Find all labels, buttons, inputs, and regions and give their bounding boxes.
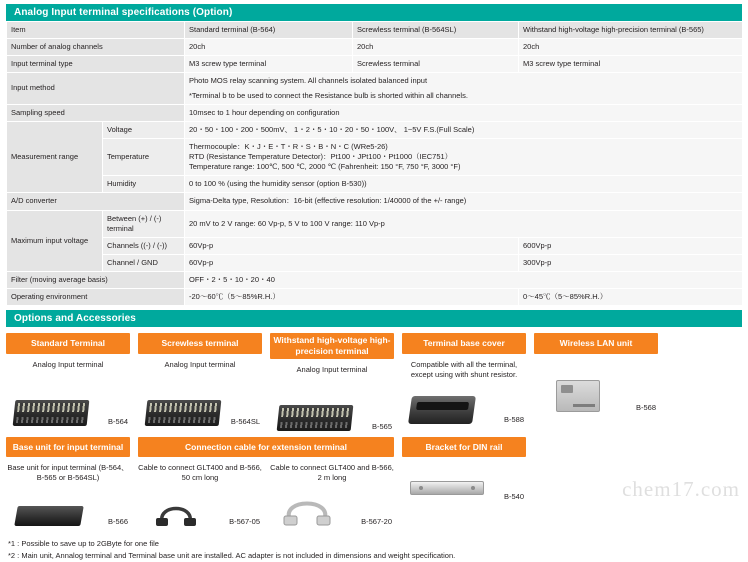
option-art-standard-terminal <box>6 374 130 428</box>
option-art-screwless-terminal <box>138 374 262 428</box>
din-rail-bracket-icon <box>410 481 484 495</box>
row-label-terminal-type: Input terminal type <box>7 56 185 73</box>
options-row-1 <box>6 333 742 432</box>
option-title-terminal-base-cover: Terminal base cover <box>402 333 526 354</box>
cell-humidity-range: 0 to 100 % (using the humidity sensor (option B-530)) <box>185 176 743 193</box>
option-subtitle-cable-50cm: Cable to connect GLT400 and B-566, 50 cm long <box>138 463 262 483</box>
terminal-cover-icon <box>410 396 474 424</box>
table-row <box>7 73 743 104</box>
cell-temperature-range <box>185 138 743 175</box>
table-row <box>7 138 743 175</box>
col-header-standard: Standard terminal (B-564) <box>185 22 353 39</box>
option-art-din-bracket <box>402 463 526 503</box>
option-code-screwless-terminal: B-564SL <box>230 417 260 426</box>
row-label-measurement-range: Measurement range <box>7 121 103 193</box>
options-accessories-header: Options and Accessories <box>6 310 742 327</box>
cable-short-svg <box>152 492 200 526</box>
option-art-terminal-base-cover <box>402 384 526 426</box>
option-code-din-bracket: B-540 <box>503 492 524 502</box>
wireless-lan-unit-icon <box>556 380 600 412</box>
cell-input-method <box>185 73 743 104</box>
option-title-base-unit: Base unit for input terminal <box>6 437 130 458</box>
table-row <box>7 254 743 271</box>
cell-between-terminals: 20 mV to 2 V range: 60 Vp-p, 5 V to 100 V range: 110 Vp-p <box>185 210 743 237</box>
connection-cable-variant-50cm <box>138 457 262 527</box>
table-row <box>7 289 743 306</box>
terminal-block-icon <box>146 400 220 426</box>
base-unit-icon <box>16 506 82 526</box>
row-label-temperature: Temperature <box>103 138 185 175</box>
row-label-voltage: Voltage <box>103 121 185 138</box>
option-title-hv-terminal: Withstand high-voltage high-precision terminal <box>270 333 394 358</box>
cell-channels-hv: 20ch <box>519 39 743 56</box>
analog-input-spec-table <box>6 21 743 306</box>
table-row <box>7 237 743 254</box>
row-label-ad-converter: A/D converter <box>7 193 185 210</box>
option-card-screwless-terminal <box>138 333 262 432</box>
terminal-block-icon <box>14 400 88 426</box>
table-row <box>7 121 743 138</box>
option-card-base-unit <box>6 437 130 528</box>
cell-voltage-range: 20・50・100・200・500mV、 1・2・5・10・20・50・100V、 1~5V F.S.(Full Scale) <box>185 121 743 138</box>
cell-channel-gnd-std: 60Vp-p <box>185 254 519 271</box>
cable-short-icon <box>152 492 200 528</box>
option-subtitle-standard-terminal: Analog Input terminal <box>32 359 104 369</box>
col-header-hv: Withstand high-voltage high-precision terminal (B-565) <box>519 22 743 39</box>
option-card-hv-terminal <box>270 333 394 432</box>
cell-terminal-type-screwless: Screwless terminal <box>353 56 519 73</box>
cell-operating-env-hv: 0～45℃（5～85%R.H.） <box>519 289 743 306</box>
row-label-channels: Number of analog channels <box>7 39 185 56</box>
footnote-1: *1 : Possible to save up to 2GByte for one file <box>8 538 159 548</box>
temperature-line1: Thermocouple：K・J・E・T・R・S・B・N・C (WRe5-26) <box>189 141 388 151</box>
cell-sampling-speed: 10msec to 1 hour depending on configuration <box>185 104 743 121</box>
table-row <box>7 104 743 121</box>
option-subtitle-screwless-terminal: Analog Input terminal <box>164 359 236 369</box>
cable-long-svg <box>278 492 336 526</box>
option-subtitle-terminal-base-cover: Compatible with all the terminal, except using with shunt resistor. <box>410 359 518 379</box>
footnotes <box>8 538 742 562</box>
table-row <box>7 56 743 73</box>
option-card-din-bracket <box>402 437 526 528</box>
cell-ad-converter: Sigma-Delta type, Resolution：16-bit (effective resolution: 1/40000 of the +/- range) <box>185 193 743 210</box>
cell-filter: OFF・2・5・10・20・40 <box>185 272 743 289</box>
cell-channels-minus-hv: 600Vp-p <box>519 237 743 254</box>
option-title-din-bracket: Bracket for DIN rail <box>402 437 526 458</box>
cell-terminal-type-hv: M3 screw type terminal <box>519 56 743 73</box>
temperature-line2: RTD (Resistance Temperature Detector)：Pt100・JPt100・Pt1000（IEC751） <box>189 152 453 161</box>
row-label-operating-environment: Operating environment <box>7 289 185 306</box>
cell-channels-minus-std: 60Vp-p <box>185 237 519 254</box>
option-subtitle-cable-2m: Cable to connect GLT400 and B-566, 2 m long <box>270 463 394 483</box>
datasheet-page <box>0 4 748 560</box>
option-code-terminal-base-cover: B-588 <box>503 415 524 425</box>
row-label-channels-minus: Channels ((-) / (-)) <box>103 237 185 254</box>
connection-cable-variant-2m <box>270 457 394 527</box>
cell-operating-env-std: -20～60℃（5～85%R.H.） <box>185 289 519 306</box>
temperature-line3: Temperature range: 100℃, 500 ℃, 2000 ℃ (Fahrenheit: 150 °F, 750 °F, 3000 °F) <box>189 162 461 172</box>
footnote-2: *2 : Main unit, Annalog terminal and Terminal base unit are installed. AC adapter is not included in dimensions and weight specification. <box>8 550 456 560</box>
option-code-wireless-lan-unit: B-568 <box>635 402 656 412</box>
option-title-standard-terminal: Standard Terminal <box>6 333 130 354</box>
option-code-hv-terminal: B-565 <box>371 421 392 431</box>
cable-long-icon <box>278 492 336 528</box>
option-code-cable-50cm: B-567-05 <box>229 516 260 526</box>
table-row <box>7 22 743 39</box>
table-row <box>7 39 743 56</box>
option-card-terminal-base-cover <box>402 333 526 432</box>
cell-channels-screwless: 20ch <box>353 39 519 56</box>
analog-input-spec-header: Analog Input terminal specifications (Option) <box>6 4 742 21</box>
table-row <box>7 193 743 210</box>
cell-terminal-type-standard: M3 screw type terminal <box>185 56 353 73</box>
option-title-screwless-terminal: Screwless terminal <box>138 333 262 354</box>
option-code-base-unit: B-566 <box>107 516 128 526</box>
row-label-humidity: Humidity <box>103 176 185 193</box>
row-label-input-method: Input method <box>7 73 185 104</box>
option-art-wireless-lan-unit <box>534 360 658 414</box>
row-label-channel-gnd: Channel / GND <box>103 254 185 271</box>
option-title-connection-cable: Connection cable for extension terminal <box>138 437 394 458</box>
option-title-wireless-lan-unit: Wireless LAN unit <box>534 333 658 354</box>
table-row <box>7 176 743 193</box>
option-subtitle-base-unit: Base unit for input terminal (B-564、B-565 or B-564SL) <box>7 463 129 483</box>
terminal-block-icon <box>278 405 352 431</box>
row-label-between-terminals: Between (+) / (-) terminal <box>103 210 185 237</box>
option-art-cable-2m <box>270 488 394 528</box>
option-card-connection-cable <box>138 437 394 528</box>
row-label-sampling-speed: Sampling speed <box>7 104 185 121</box>
row-label-max-input-voltage: Maximum input voltage <box>7 210 103 272</box>
option-art-cable-50cm <box>138 488 262 528</box>
option-art-hv-terminal <box>270 379 394 433</box>
watermark: chem17.com <box>622 477 740 501</box>
options-area <box>6 333 742 527</box>
col-header-screwless: Screwless terminal (B-564SL) <box>353 22 519 39</box>
input-method-line2: *Terminal b to be used to connect the Resistance bulb is shorted within all channels. <box>189 90 468 100</box>
cell-channels-standard: 20ch <box>185 39 353 56</box>
option-art-base-unit <box>6 488 130 528</box>
option-code-standard-terminal: B-564 <box>107 417 128 426</box>
options-row-2 <box>6 437 742 528</box>
table-row <box>7 210 743 237</box>
option-card-wireless-lan-unit <box>534 333 658 432</box>
input-method-line1: Photo MOS relay scanning system. All channels isolated balanced input <box>189 76 428 86</box>
row-label-filter: Filter (moving average basis) <box>7 272 185 289</box>
col-header-item: Item <box>7 22 185 39</box>
cell-channel-gnd-hv: 300Vp-p <box>519 254 743 271</box>
option-card-standard-terminal <box>6 333 130 432</box>
table-row <box>7 272 743 289</box>
option-code-cable-2m: B-567-20 <box>361 516 392 526</box>
option-subtitle-hv-terminal: Analog Input terminal <box>296 364 368 374</box>
